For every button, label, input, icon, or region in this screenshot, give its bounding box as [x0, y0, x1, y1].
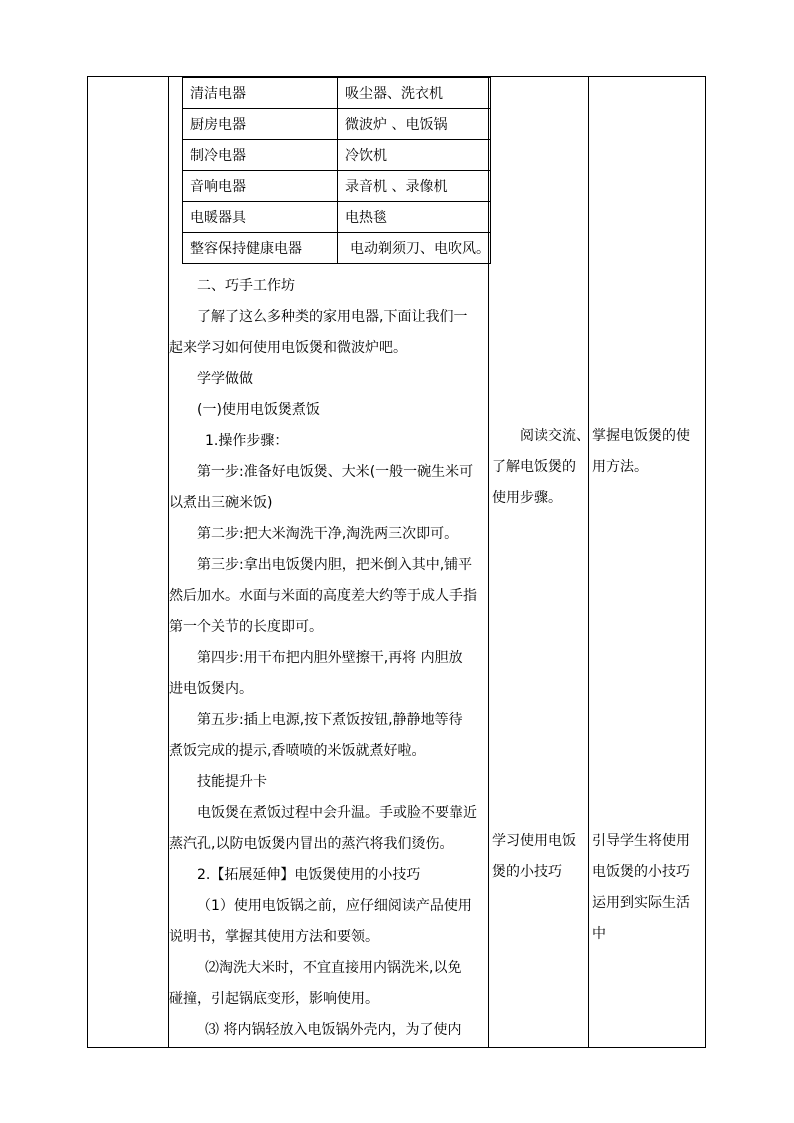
intent-line: 引导学生将使用 — [592, 833, 690, 849]
appliance-examples: 微波炉 、电饭锅 — [338, 109, 491, 140]
table-row — [183, 171, 491, 202]
appliance-examples: 录音机 、录像机 — [338, 171, 491, 202]
appliance-table — [182, 77, 491, 264]
paragraph-line: 起来学习如何使用电饭煲和微波炉吧。 — [169, 340, 407, 356]
appliance-examples: 电动剃须刀、电吹风。 — [338, 233, 491, 264]
activity-line: 使用步骤。 — [492, 490, 562, 506]
paragraph-line: 进电饭煲内。 — [169, 681, 253, 697]
appliance-category: 整容保持健康电器 — [183, 233, 338, 264]
paragraph-line: ⑵淘洗大米时，不宜直接用内锅洗米,以免 — [205, 960, 462, 976]
subsection-heading: 2.【拓展延伸】电饭煲使用的小技巧 — [197, 867, 421, 883]
student-activity-2 — [492, 826, 586, 888]
intent-line: 用方法。 — [592, 459, 648, 475]
paragraph-line: 第二步:把大米淘洗干净,淘洗两三次即可。 — [197, 526, 459, 542]
section-heading: 二、巧手工作坊 — [197, 278, 295, 294]
activity-line: 学习使用电饭 — [492, 833, 576, 849]
paragraph-line: 第四步:用干布把内胆外壁擦干,再将 内胆放 — [197, 650, 463, 666]
paragraph-line: 电饭煲在煮饭过程中会升温。手或脸不要靠近 — [197, 805, 477, 821]
paragraph-line: 第一步:准备好电饭煲、大米(一般一碗生米可 — [197, 464, 474, 480]
paragraph-line: 以煮出三碗米饭) — [169, 495, 273, 511]
paragraph-line: 第一个关节的长度即可。 — [169, 619, 323, 635]
paragraph-line: （1）使用电饭锅之前，应仔细阅读产品使用 — [197, 898, 472, 914]
subsection-heading: (一)使用电饭煲煮饭 — [197, 402, 320, 418]
paragraph-line: 第五步:插上电源,按下煮饭按钮,静静地等待 — [197, 712, 463, 728]
paragraph-line: ⑶ 将内锅轻放入电饭锅外壳内，为了使内 — [205, 1022, 462, 1038]
intent-line: 运用到实际生活 — [592, 895, 690, 911]
table-row — [183, 202, 491, 233]
paragraph-line: 了解了这么多种类的家用电器,下面让我们一 — [197, 309, 468, 325]
appliance-category: 制冷电器 — [183, 140, 338, 171]
table-row — [183, 109, 491, 140]
paragraph-line: 碰撞，引起锅底变形，影响使用。 — [169, 991, 379, 1007]
activity-line: 煲的小技巧 — [492, 864, 562, 880]
appliance-examples: 冷饮机 — [338, 140, 491, 171]
appliance-category: 电暖器具 — [183, 202, 338, 233]
subsection-heading: 技能提升卡 — [197, 774, 267, 790]
paragraph-line: 然后加水。水面与米面的高度差大约等于成人手指 — [169, 588, 477, 604]
table-row — [183, 233, 491, 264]
intent-line: 掌握电饭煲的使 — [592, 428, 690, 444]
paragraph-line: 煮饭完成的提示,香喷喷的米饭就煮好啦。 — [169, 743, 426, 759]
activity-line: 了解电饭煲的 — [492, 459, 576, 475]
table-row — [183, 78, 491, 109]
steps-heading: 1.操作步骤： — [205, 433, 289, 449]
subsection-heading: 学学做做 — [197, 371, 253, 387]
student-activity-1 — [492, 421, 590, 514]
paragraph-line: 蒸汽孔,以防电饭煲内冒出的蒸汽将我们烫伤。 — [169, 836, 454, 852]
appliance-examples: 吸尘器、洗衣机 — [338, 78, 491, 109]
design-intent-1 — [592, 421, 704, 483]
appliance-category: 清洁电器 — [183, 78, 338, 109]
lesson-plan-table — [87, 76, 706, 1048]
appliance-category: 厨房电器 — [183, 109, 338, 140]
intent-line: 电饭煲的小技巧 — [592, 864, 690, 880]
paragraph-line: 第三步:拿出电饭煲内胆，把米倒入其中,铺平 — [197, 557, 473, 573]
activity-line: 阅读交流、 — [520, 428, 590, 444]
table-row — [183, 140, 491, 171]
paragraph-line: 说明书，掌握其使用方法和要领。 — [169, 929, 379, 945]
appliance-examples: 电热毯 — [338, 202, 491, 233]
teaching-content — [169, 271, 487, 1046]
design-intent-2 — [592, 826, 704, 950]
column-divider-3 — [588, 77, 589, 1047]
appliance-category: 音响电器 — [183, 171, 338, 202]
intent-line: 中 — [592, 926, 606, 942]
